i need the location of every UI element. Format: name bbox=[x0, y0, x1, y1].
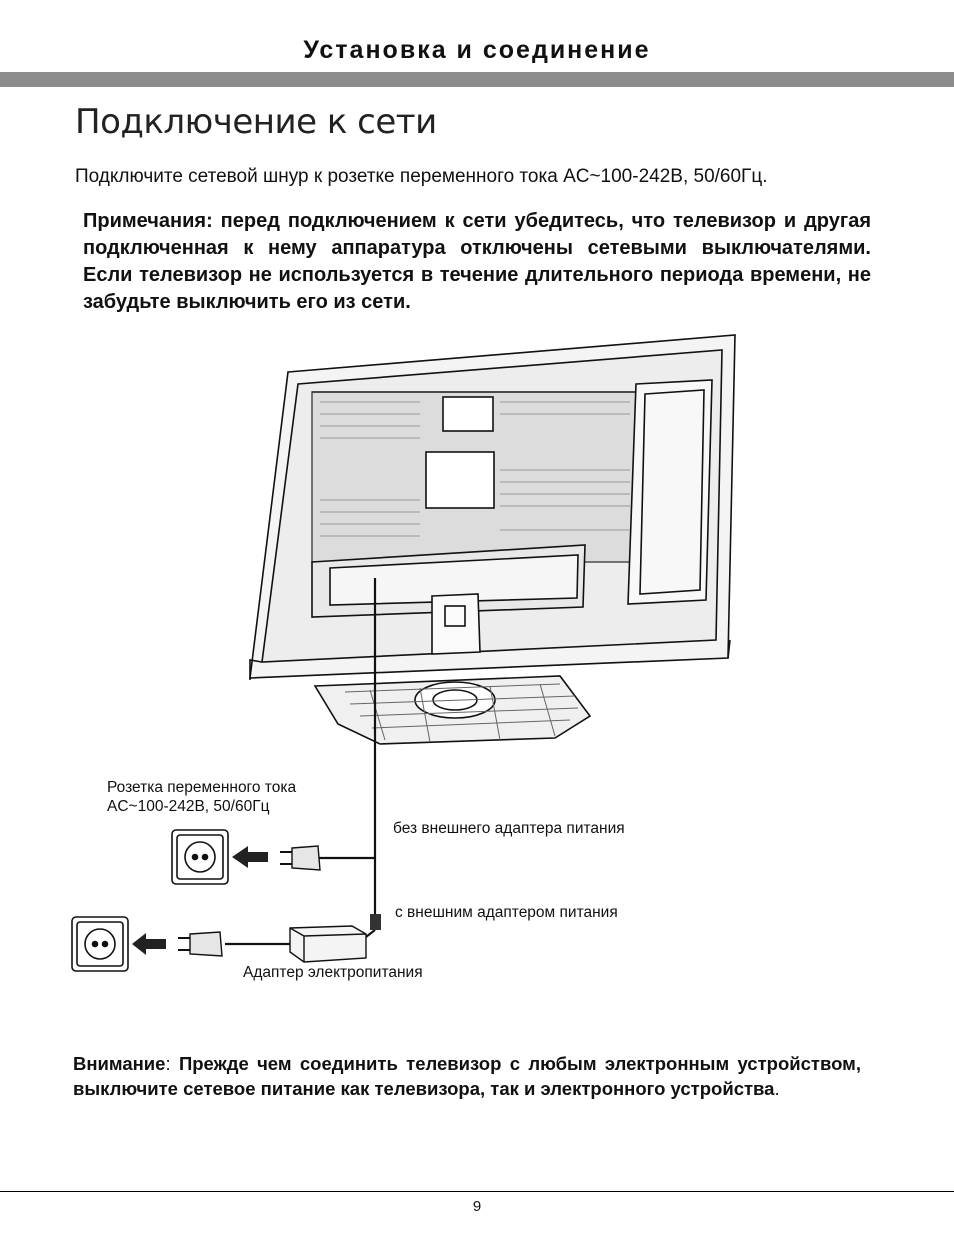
tv-back-illustration bbox=[250, 335, 735, 744]
outlet-label-line2: AC~100-242В, 50/60Гц bbox=[107, 798, 270, 815]
note-paragraph: Примечания: перед подключением к сети убедитесь, что телевизор и другая подключенная к нему аппаратура отключены сетевыми выключателями. Если телевизор не используется в течение длительного периода времени, не забудьте выключить его из сети. bbox=[83, 210, 871, 313]
upper-plug-arrow bbox=[232, 846, 268, 868]
section-title: Подключение к сети bbox=[75, 102, 437, 142]
warning-separator: : bbox=[165, 1053, 179, 1074]
header-divider-bar bbox=[0, 72, 954, 87]
upper-plug bbox=[280, 846, 320, 870]
footer-divider bbox=[0, 1191, 954, 1192]
adapter-label: Адаптер электропитания bbox=[243, 964, 423, 981]
intro-paragraph: Подключите сетевой шнур к розетке переменного тока AC~100-242В, 50/60Гц. bbox=[75, 166, 768, 187]
power-adapter bbox=[290, 926, 366, 962]
page-number: 9 bbox=[472, 1198, 482, 1215]
warning-text: Прежде чем соединить телевизор с любым электронным устройством, выключите сетевое питание как телевизора, так и электронного устройства bbox=[73, 1053, 861, 1099]
no-adapter-label: без внешнего адаптера питания bbox=[393, 820, 625, 837]
warning-end: . bbox=[774, 1078, 780, 1099]
page-header-title: Установка и соединение bbox=[303, 36, 651, 64]
with-adapter-label: с внешним адаптером питания bbox=[395, 904, 618, 921]
lower-wall-socket bbox=[72, 917, 128, 971]
lower-plug bbox=[178, 932, 222, 956]
warning-paragraph bbox=[73, 1051, 861, 1101]
upper-wall-socket bbox=[172, 830, 228, 884]
lower-plug-arrow bbox=[132, 933, 166, 955]
outlet-label-line1: Розетка переменного тока bbox=[107, 779, 297, 796]
tv-connection-diagram bbox=[0, 330, 954, 990]
cord-connector bbox=[370, 914, 381, 930]
warning-lead: Внимание bbox=[73, 1053, 166, 1074]
